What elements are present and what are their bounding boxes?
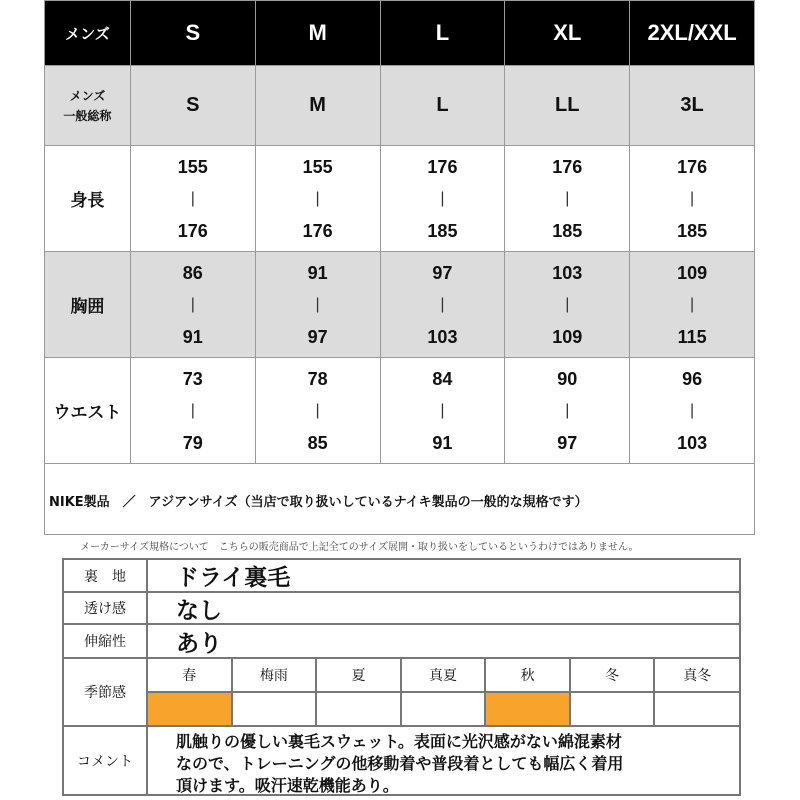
measurement-range [131, 252, 256, 357]
general-size-value: 3L [680, 94, 704, 116]
size-header-row [45, 1, 754, 65]
lining-label: 裏 地 [64, 560, 148, 591]
measurement-range [630, 358, 754, 463]
spec-row-comment [64, 725, 739, 794]
range-min: 176 [427, 156, 458, 177]
range-max: 103 [677, 432, 708, 453]
stretch-value: あり [176, 630, 222, 657]
range-min: 97 [432, 262, 453, 283]
measurement-range [256, 358, 381, 463]
range-max: 176 [177, 220, 208, 241]
measurement-range [256, 146, 381, 251]
range-separator: | [690, 401, 695, 419]
measurement-range [256, 252, 381, 357]
range-min: 73 [182, 368, 203, 389]
spec-row-lining [64, 560, 739, 591]
range-max: 185 [427, 220, 458, 241]
range-max: 103 [427, 326, 458, 347]
size-note-row [45, 463, 754, 534]
range-min: 109 [677, 262, 708, 283]
range-max: 91 [432, 432, 453, 453]
range-separator: | [190, 401, 195, 419]
maker-size-note: メーカーサイズ規格について こちらの販売商品で上記全てのサイズ展開・取り扱いをしているというわけではありません。 [80, 542, 639, 553]
range-max: 115 [677, 326, 707, 347]
sheer-value: なし [176, 597, 222, 624]
header-size-s: S [131, 1, 256, 65]
season-marker [402, 693, 487, 727]
range-separator: | [440, 295, 445, 313]
measurement-range [505, 358, 630, 463]
general-size-value: M [256, 66, 381, 145]
sheer-label: 透け感 [64, 593, 148, 623]
season-marker [655, 693, 739, 727]
measurement-range [630, 252, 754, 357]
measurement-range [131, 146, 256, 251]
measurement-range [381, 146, 506, 251]
range-separator: | [190, 189, 195, 207]
range-min: 84 [432, 368, 453, 389]
range-min: 176 [677, 156, 708, 177]
season-names [148, 659, 739, 691]
size-note: NIKE製品 ／ アジアンサイズ（当店で取り扱いしているナイキ製品の一般的な規格です） [49, 495, 588, 510]
comment-line: なので、トレーニングの他移動着や普段着としても幅広く着用 [176, 754, 624, 773]
season-name: 冬 [571, 659, 656, 691]
measurement-range [381, 358, 506, 463]
season-label: 季節感 [64, 659, 148, 725]
general-size-value: S [131, 66, 256, 145]
range-max: 109 [552, 326, 583, 347]
season-name: 梅雨 [233, 659, 318, 691]
range-separator: | [565, 401, 570, 419]
range-max: 176 [302, 220, 333, 241]
range-max: 85 [307, 432, 328, 453]
season-name: 真夏 [402, 659, 487, 691]
measurement-range [381, 252, 506, 357]
range-separator: | [690, 295, 695, 313]
season-marker [571, 693, 656, 727]
measurement-label: 胸囲 [45, 252, 131, 357]
season-marker [317, 693, 402, 727]
season-name: 夏 [317, 659, 402, 691]
range-separator: | [440, 401, 445, 419]
header-size-l: L [381, 1, 506, 65]
range-min: 155 [177, 156, 208, 177]
measurement-range [505, 146, 630, 251]
measurement-row [45, 251, 754, 357]
comment-line: 頂けます。吸汗速乾機能あり。 [176, 776, 399, 795]
general-size-row [45, 65, 754, 145]
spec-row-sheer [64, 591, 739, 623]
header-label: メンズ [45, 1, 131, 65]
range-separator: | [565, 295, 570, 313]
range-min: 103 [552, 262, 583, 283]
measurement-range [131, 358, 256, 463]
range-max: 97 [557, 432, 578, 453]
comment-text [148, 727, 739, 794]
season-marker [233, 693, 318, 727]
range-min: 91 [307, 262, 328, 283]
range-max: 91 [182, 326, 203, 347]
range-separator: | [565, 189, 570, 207]
header-size-m: M [256, 1, 381, 65]
range-separator: | [315, 401, 320, 419]
range-separator: | [190, 295, 195, 313]
range-max: 185 [552, 220, 583, 241]
season-name: 秋 [486, 659, 571, 691]
spec-row-stretch [64, 623, 739, 657]
measurement-row [45, 145, 754, 251]
comment-label: コメント [64, 727, 148, 794]
spec-row-season [64, 657, 739, 725]
measurement-range [630, 146, 754, 251]
range-min: 78 [307, 368, 328, 389]
range-max: 79 [182, 432, 203, 453]
season-marker-active [486, 693, 571, 727]
size-table [44, 0, 755, 535]
season-markers [148, 691, 739, 727]
range-max: 185 [677, 220, 708, 241]
range-separator: | [315, 295, 320, 313]
season-name: 真冬 [683, 668, 712, 684]
season-grid [148, 659, 739, 725]
header-size-xl: XL [505, 1, 630, 65]
range-max: 97 [307, 326, 328, 347]
range-min: 176 [552, 156, 583, 177]
measurement-label: ウエスト [45, 358, 131, 463]
stretch-label: 伸縮性 [64, 625, 148, 657]
header-size-2xl: 2XL/XXL [647, 20, 737, 45]
season-name: 春 [148, 659, 233, 691]
general-size-label: メンズ 一般総称 [45, 66, 131, 145]
season-marker-active [148, 693, 233, 727]
general-size-value: L [381, 66, 506, 145]
comment-line: 肌触りの優しい裏毛スウェット。表面に光沢感がない綿混素材 [176, 732, 622, 751]
measurement-label: 身長 [45, 146, 131, 251]
range-min: 86 [182, 262, 203, 283]
measurement-range [505, 252, 630, 357]
range-separator: | [315, 189, 320, 207]
range-min: 90 [557, 368, 578, 389]
range-separator: | [440, 189, 445, 207]
range-min: 155 [302, 156, 333, 177]
measurement-row [45, 357, 754, 463]
spec-table [62, 558, 741, 796]
lining-value: ドライ裏毛 [176, 565, 291, 591]
general-size-value: LL [505, 66, 630, 145]
range-min: 96 [682, 368, 703, 389]
range-separator: | [690, 189, 695, 207]
